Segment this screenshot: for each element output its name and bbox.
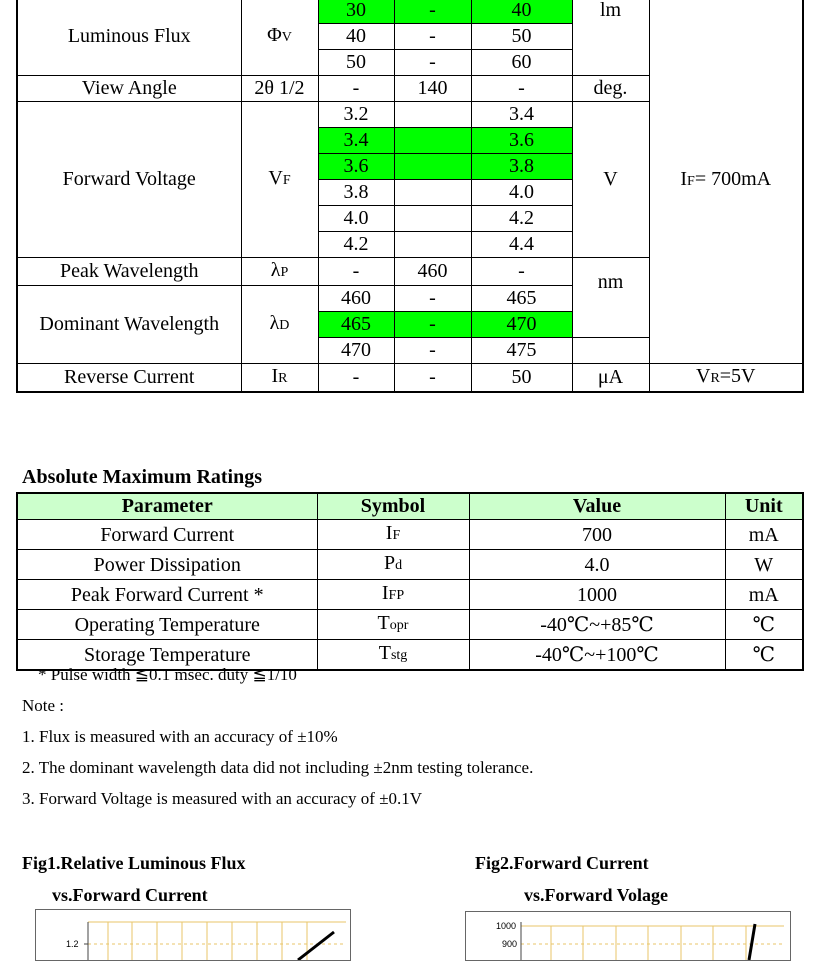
- amr-symbol: Tstg: [317, 640, 469, 671]
- fig1-title: Fig1.Relative Luminous Flux: [22, 853, 246, 873]
- unit-luminous-flux: lm: [572, 0, 649, 76]
- vf-max-4: 4.0: [471, 180, 572, 206]
- amr-value: -40℃~+85℃: [469, 610, 725, 640]
- amr-value: 4.0: [469, 550, 725, 580]
- vf-max-6: 4.4: [471, 232, 572, 258]
- fig1-tick-label: 1.2: [66, 939, 79, 949]
- dom-max-2: 470: [471, 312, 572, 338]
- param-view-angle: View Angle: [17, 76, 241, 102]
- header-unit: Unit: [725, 493, 803, 520]
- rev-min: -: [318, 364, 394, 393]
- vf-min-4: 3.8: [318, 180, 394, 206]
- peak-max: -: [471, 258, 572, 286]
- fig2-chart-svg: [466, 912, 790, 960]
- view-angle-min: -: [318, 76, 394, 102]
- peak-min: -: [318, 258, 394, 286]
- symbol-reverse-current: IR: [241, 364, 318, 393]
- table-row: [17, 580, 803, 610]
- unit-reverse-current: μA: [572, 364, 649, 393]
- rev-max: 50: [471, 364, 572, 393]
- amr-param: Peak Forward Current *: [17, 580, 317, 610]
- amr-param: Storage Temperature: [17, 640, 317, 671]
- flux-min-3: 50: [318, 50, 394, 76]
- param-forward-voltage: Forward Voltage: [17, 102, 241, 258]
- amr-value: 700: [469, 520, 725, 550]
- symbol-view-angle: 2θ 1/2: [241, 76, 318, 102]
- amr-value: 1000: [469, 580, 725, 610]
- fig2-subtitle: vs.Forward Volage: [524, 885, 668, 905]
- flux-typ-1: -: [394, 0, 471, 24]
- fig2-title: Fig2.Forward Current: [475, 853, 649, 873]
- dom-min-1: 460: [318, 286, 394, 312]
- param-reverse-current: Reverse Current: [17, 364, 241, 393]
- symbol-luminous-flux: ΦV: [241, 0, 318, 76]
- unit-wavelength: nm: [572, 258, 649, 338]
- condition-reverse-voltage: VR=5V: [649, 364, 803, 393]
- flux-typ-3: -: [394, 50, 471, 76]
- fig1-chart-svg: [36, 910, 350, 960]
- dom-typ-3: -: [394, 338, 471, 364]
- fig1-curve: [298, 932, 334, 960]
- vf-max-1: 3.4: [471, 102, 572, 128]
- absolute-maximum-ratings-table: [16, 492, 804, 671]
- vf-min-1: 3.2: [318, 102, 394, 128]
- amr-symbol: IFP: [317, 580, 469, 610]
- flux-typ-2: -: [394, 24, 471, 50]
- dom-max-1: 465: [471, 286, 572, 312]
- amr-symbol: Pd: [317, 550, 469, 580]
- vf-min-2: 3.4: [318, 128, 394, 154]
- section-title: Absolute Maximum Ratings: [22, 466, 263, 488]
- note-1: 1. Flux is measured with an accuracy of ±10%: [22, 727, 338, 746]
- vf-min-5: 4.0: [318, 206, 394, 232]
- unit-view-angle: deg.: [572, 76, 649, 102]
- fig1-chart: [35, 909, 351, 961]
- note-heading: Note :: [22, 696, 65, 715]
- flux-max-1: 40: [471, 0, 572, 24]
- note-3: 3. Forward Voltage is measured with an accuracy of ±0.1V: [22, 789, 423, 808]
- amr-symbol: Topr: [317, 610, 469, 640]
- fig2-tick-label: 1000: [496, 921, 517, 931]
- vf-typ-1: [394, 102, 471, 128]
- vf-typ-3: [394, 154, 471, 180]
- symbol-dominant-wavelength: λD: [241, 286, 318, 364]
- pulse-footnote: * Pulse width ≦0.1 msec. duty ≦1/10: [38, 665, 297, 684]
- dom-typ-1: -: [394, 286, 471, 312]
- vf-min-3: 3.6: [318, 154, 394, 180]
- table-row: [17, 550, 803, 580]
- fig1-subtitle: vs.Forward Current: [52, 885, 208, 905]
- table-header-row: [17, 493, 803, 520]
- amr-param: Operating Temperature: [17, 610, 317, 640]
- vf-typ-6: [394, 232, 471, 258]
- param-luminous-flux: Luminous Flux: [17, 0, 241, 76]
- param-peak-wavelength: Peak Wavelength: [17, 258, 241, 286]
- amr-param: Power Dissipation: [17, 550, 317, 580]
- amr-unit: ℃: [725, 610, 803, 640]
- amr-param: Forward Current: [17, 520, 317, 550]
- amr-unit: ℃: [725, 640, 803, 671]
- fig2-tick-label: 900: [502, 939, 518, 949]
- condition-forward-current: IF= 700mA: [649, 0, 803, 364]
- amr-value: -40℃~+100℃: [469, 640, 725, 671]
- vf-max-5: 4.2: [471, 206, 572, 232]
- amr-symbol: IF: [317, 520, 469, 550]
- vf-typ-5: [394, 206, 471, 232]
- flux-max-2: 50: [471, 24, 572, 50]
- peak-typ: 460: [394, 258, 471, 286]
- header-symbol: Symbol: [317, 493, 469, 520]
- dom-min-3: 470: [318, 338, 394, 364]
- dom-min-2: 465: [318, 312, 394, 338]
- vf-max-2: 3.6: [471, 128, 572, 154]
- amr-unit: W: [725, 550, 803, 580]
- param-dominant-wavelength: Dominant Wavelength: [17, 286, 241, 364]
- rev-typ: -: [394, 364, 471, 393]
- characteristics-table: [16, 0, 804, 393]
- amr-unit: mA: [725, 580, 803, 610]
- flux-min-1: 30: [318, 0, 394, 24]
- table-row: [17, 364, 803, 393]
- flux-max-3: 60: [471, 50, 572, 76]
- vf-min-6: 4.2: [318, 232, 394, 258]
- dom-typ-2: -: [394, 312, 471, 338]
- view-angle-max: -: [471, 76, 572, 102]
- header-value: Value: [469, 493, 725, 520]
- table-row: [17, 0, 803, 24]
- fig2-chart: [465, 911, 791, 961]
- table-row: [17, 520, 803, 550]
- dom-max-3: 475: [471, 338, 572, 364]
- unit-forward-voltage: V: [572, 102, 649, 258]
- amr-unit: mA: [725, 520, 803, 550]
- table-row: [17, 610, 803, 640]
- flux-min-2: 40: [318, 24, 394, 50]
- symbol-forward-voltage: VF: [241, 102, 318, 258]
- symbol-peak-wavelength: λP: [241, 258, 318, 286]
- view-angle-typ: 140: [394, 76, 471, 102]
- vf-typ-2: [394, 128, 471, 154]
- vf-typ-4: [394, 180, 471, 206]
- note-2: 2. The dominant wavelength data did not including ±2nm testing tolerance.: [22, 758, 534, 777]
- header-parameter: Parameter: [17, 493, 317, 520]
- vf-max-3: 3.8: [471, 154, 572, 180]
